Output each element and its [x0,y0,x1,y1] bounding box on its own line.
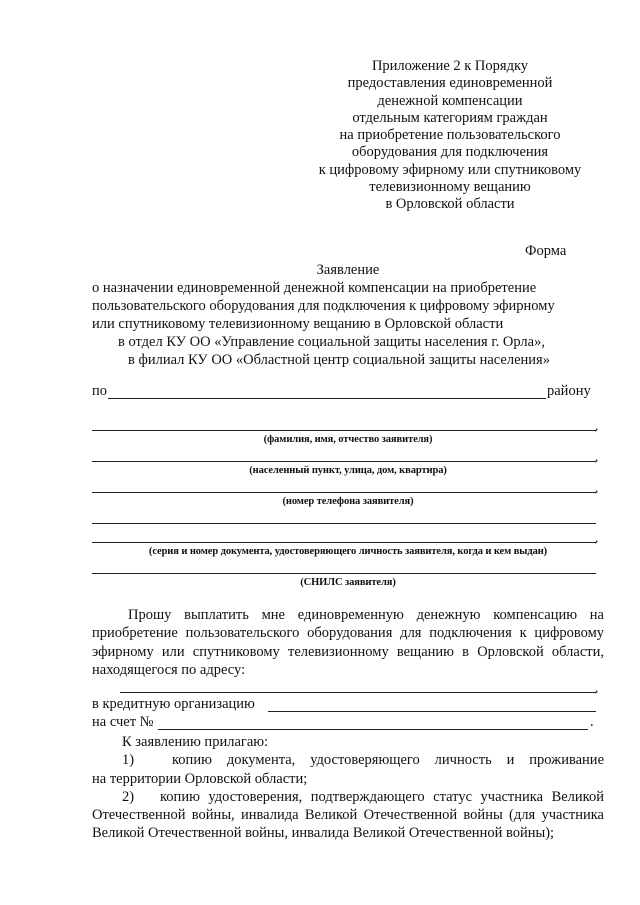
attachment-item-2 [92,788,604,806]
district-suffix: району [547,383,591,399]
item-text: копию удостоверения, подтверждающего статус участника Великой [160,788,604,805]
address-input-line[interactable] [92,461,596,462]
appendix-header [300,58,600,214]
title-line: в отдел КУ ОО «Управление социальной защиты населения г. Орла», [118,334,545,350]
document-input-line-2[interactable] [92,542,596,543]
item-number: 1) [122,752,135,769]
document-caption: (серия и номер документа, удостоверяющего личность заявителя, когда и кем выдан) [148,546,548,557]
request-line: эфирному или спутниковому телевизионному вещанию в Орловской области, [92,643,604,660]
request-line: находящегося по адресу: [92,661,246,678]
form-label: Форма [525,243,567,259]
fio-caption: (фамилия, имя, отчество заявителя) [263,434,433,445]
account-label: на счет № [92,714,154,730]
item-number: 2) [122,788,135,805]
snils-caption: (СНИЛС заявителя) [300,577,396,588]
request-paragraph [92,606,604,679]
attachment-item-1 [92,751,604,769]
district-prefix: по [92,383,108,399]
item-text-continued: Отечественной войны, инвалида Великой Отечественной войны (для участника [92,807,604,824]
bank-input-line[interactable] [268,711,596,712]
application-title [92,261,604,369]
header-line: Приложение 2 к Порядку [371,58,529,74]
bank-label: в кредитную организацию [92,696,255,712]
item-text: копию документа, удостоверяющего личность и проживание [172,752,604,769]
header-line: оборудования для подключения [351,144,549,161]
phone-input-line[interactable] [92,492,596,493]
address-caption: (населенный пункт, улица, дом, квартира) [249,465,447,476]
snils-input-line[interactable] [92,573,596,574]
district-input-line[interactable] [108,398,546,399]
title-line: о назначении единовременной денежной компенсации на приобретение [92,280,537,296]
attachments-section [92,733,604,843]
header-line: денежной компенсации [377,92,523,109]
comma: , [595,449,599,464]
comma: , [595,680,599,695]
title-line: или спутниковому телевизионному вещанию в Орловской области [92,316,504,332]
header-line: отдельным категориям граждан [352,109,548,126]
fio-input-line[interactable] [92,430,596,431]
title-heading: Заявление [316,262,380,278]
title-line: пользовательского оборудования для подключения к цифровому эфирному [92,298,555,314]
item-text-continued: на территории Орловской области; [92,770,308,787]
comma: , [595,480,599,495]
header-line: телевизионному вещанию [369,179,531,196]
comma: , [595,418,599,433]
attachments-heading: К заявлению прилагаю: [122,734,269,750]
request-line: приобретение пользовательского оборудования для подключения к цифровому [92,625,604,642]
period: . [590,714,594,730]
title-line: в филиал КУ ОО «Областной центр социальной защиты населения» [128,352,550,368]
item-text-continued: Великой Отечественной войны, инвалида Великой Отечественной войны); [92,825,555,842]
header-line: к цифровому эфирному или спутниковому [318,161,582,178]
document-input-line-1[interactable] [92,523,596,524]
comma: , [595,530,599,545]
account-input-line[interactable] [158,729,588,730]
header-line: на приобретение пользовательского [339,127,561,144]
phone-caption: (номер телефона заявителя) [282,496,414,507]
header-line: в Орловской области [385,196,515,213]
equipment-address-input-line[interactable] [120,692,596,693]
request-line: Прошу выплатить мне единовременную денежную компенсацию на [128,607,604,623]
header-line: предоставления единовременной [347,75,553,92]
